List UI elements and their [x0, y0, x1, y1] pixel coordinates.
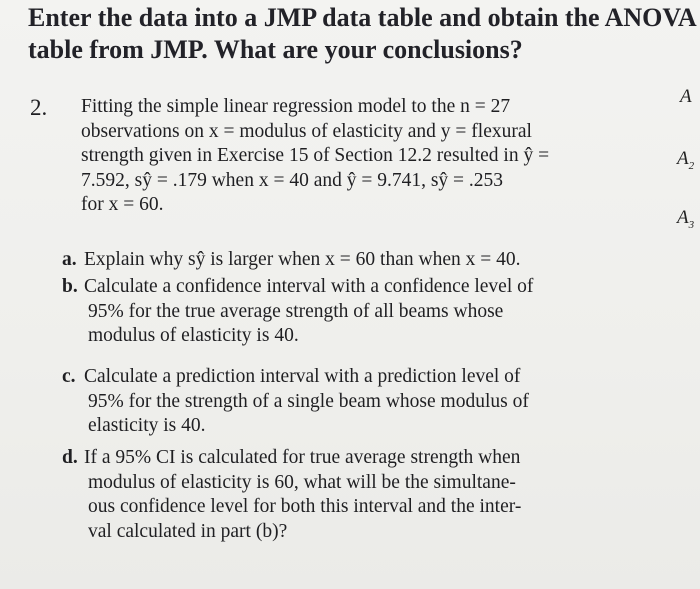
part-letter: a. [62, 249, 77, 270]
part-line: modulus of elasticity is 40. [88, 325, 299, 346]
part-line: ous confidence level for both this interval and the inter- [88, 496, 522, 517]
problem-line: 7.592, sŷ = .179 when x = 40 and ŷ = 9.741, sŷ = .253 [81, 169, 504, 191]
part-line: 95% for the true average strength of all beams whose [88, 300, 504, 322]
part-line: modulus of elasticity is 60, what will be the simultane- [88, 471, 516, 493]
part-line: Calculate a confidence interval with a confidence level of [84, 276, 534, 297]
part-line: Explain why sŷ is larger when x = 60 than when x = 40. [84, 249, 521, 270]
problem-line: for x = 60. [81, 194, 164, 215]
header-line-2: table from JMP. What are your conclusions? [28, 35, 523, 64]
part-letter: c. [62, 366, 76, 387]
problem-line: strength given in Exercise 15 of Section 12.2 resulted in ŷ = [81, 145, 550, 166]
part-line: val calculated in part (b)? [88, 520, 288, 542]
part-letter: d. [62, 447, 78, 468]
problem-number: 2. [30, 95, 48, 120]
part-letter: b. [62, 276, 78, 297]
margin-label-a2: $A_2$ [677, 148, 695, 172]
part-line: Calculate a prediction interval with a prediction level of [84, 366, 521, 387]
part-line: 95% for the strength of a single beam whose modulus of [88, 390, 529, 412]
header-line-1: Enter the data into a JMP data table and obtain the ANOVA [28, 3, 697, 32]
margin-label-a1: A [680, 86, 692, 107]
instruction-header [28, 2, 700, 66]
problem-statement [81, 95, 549, 218]
part-line: elasticity is 40. [88, 415, 206, 436]
problem-line: Fitting the simple linear regression model to the n = 27 [81, 96, 511, 117]
part-line: If a 95% CI is calculated for true average strength when [84, 447, 521, 468]
problem-line: observations on x = modulus of elasticity and y = flexural [81, 120, 532, 142]
margin-label-a3: $A_3$ [677, 207, 695, 231]
